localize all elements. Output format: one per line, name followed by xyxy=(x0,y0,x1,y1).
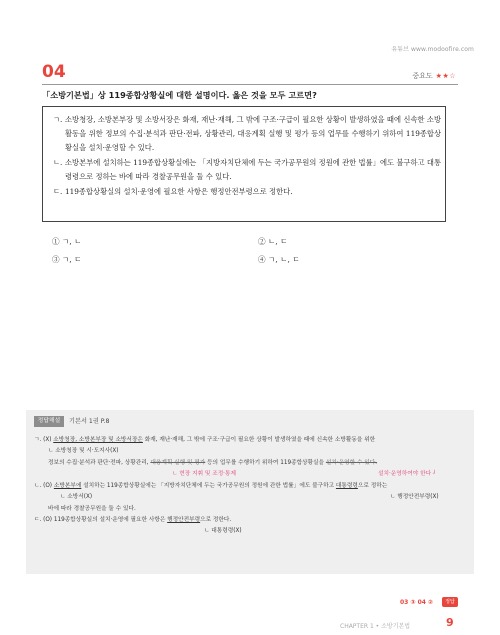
struck-text: 설치·운영할 수 있다. xyxy=(325,460,378,466)
underlined-text: 소방본부에 xyxy=(53,483,82,489)
struck-text: 대응계획 실행 및 평가 xyxy=(150,460,206,466)
underlined-text: 행정안전부령 xyxy=(167,517,201,523)
explanation-text: ㄷ. (O) 119종합상황실의 설치·운영에 필요한 사항은 xyxy=(34,517,168,523)
choice-4[interactable] xyxy=(258,254,300,265)
choice-text: ㄱ, ㄷ xyxy=(62,255,82,264)
explanation-line xyxy=(48,459,377,467)
statement-item xyxy=(53,156,441,184)
explanation-text: 으로 정하는 xyxy=(357,483,388,489)
explanation-text: 정보의 수집·분석과 판단·전파, 상황관리, xyxy=(48,460,151,466)
explanation-line xyxy=(34,516,231,524)
statement-mark: ㄴ. xyxy=(53,158,63,167)
question-number: 04 xyxy=(42,62,66,82)
choice-number: ④ xyxy=(258,255,266,264)
choice-number: ① xyxy=(52,237,60,246)
answer-key: 03 ③ 04 ② xyxy=(400,599,434,606)
statement-item xyxy=(53,113,441,156)
explanation-text: 등의 업무를 수행하기 위하여 119종합상황실을 xyxy=(205,460,326,466)
answer-tag: 정답 xyxy=(442,597,458,607)
header-divider xyxy=(42,84,458,85)
explanation-note: ㄴ 소방서(X) xyxy=(60,494,93,500)
statement-mark: ㄷ. xyxy=(53,187,63,196)
page-number: 9 xyxy=(446,616,454,629)
correction-note: 설치·운영하여야 한다 ┘ xyxy=(378,471,437,477)
statement-text: 소방본부에 설치하는 119종합상황실에는 「지방자치단체에 두는 국가공무원의 정원에 관한 법률」에도 불구하고 대통령령으로 정하는 바에 따라 경찰공무원을 둘 수 있다. xyxy=(65,158,441,182)
underlined-text: 대통령령 xyxy=(335,483,358,489)
statement-box xyxy=(42,106,446,222)
statement-text: 소방청장, 소방본부장 및 소방서장은 화재, 재난·재해, 그 밖에 구조·구급이 필요한 상황이 발생하였을 때에 신속한 소방활동을 위한 정보의 수집·분석과 판단·전파, 상황관리, 대응계획 실행 및 평가 등의 업무를 수행하기 위하여 119종합상황실을 설치·운영할 수 있다. xyxy=(65,115,441,153)
explanation-line xyxy=(34,482,387,490)
explanation-text: 설치하는 119종합상황실에는 「지방자치단체에 두는 국가공무원의 정원에 관한 법률」에도 불구하고 xyxy=(81,483,336,489)
choice-number: ② xyxy=(258,237,266,246)
star-rating-icon: ★★☆ xyxy=(435,72,456,80)
explanation-note: ㄴ 대통령령(X) xyxy=(204,528,242,534)
explanation-text: 으로 정한다. xyxy=(200,517,232,523)
explanation-panel xyxy=(26,410,474,574)
statement-mark: ㄱ. xyxy=(53,115,63,124)
choice-text: ㄴ, ㄷ xyxy=(268,237,288,246)
chapter-footer: CHAPTER 1 • 소방기본법 xyxy=(340,623,411,630)
explanation-line: 바에 따라 경찰공무원을 둘 수 있다. xyxy=(48,506,136,512)
explanation-tag: 정답해설 xyxy=(34,416,64,427)
site-watermark: 유튜브 www.modoofire.com xyxy=(391,46,474,53)
choice-2[interactable] xyxy=(258,236,288,247)
choice-text: ㄱ, ㄴ xyxy=(62,237,82,246)
statement-item xyxy=(53,185,441,199)
importance-label: 중요도 xyxy=(412,72,433,80)
explanation-line xyxy=(34,436,375,444)
explanation-text: 화재, 재난·재해, 그 밖에 구조·구급이 필요한 상황이 발생하였을 때에 신속한 소방활동을 위한 xyxy=(142,437,376,443)
underlined-text: 소방청장, 소방본부장 및 소방서장은 xyxy=(53,437,143,443)
choice-text: ㄱ, ㄴ, ㄷ xyxy=(268,255,300,264)
statement-text: 119종합상황실의 설치·운영에 필요한 사항은 행정안전부령으로 정한다. xyxy=(65,187,293,196)
question-stem: 「소방기본법」상 119종합상황실에 대한 설명이다. 옳은 것을 모두 고르면? xyxy=(42,90,317,100)
correction-note: ㄴ 현장 지휘 및 조정·통제 xyxy=(172,471,236,477)
choice-1[interactable] xyxy=(52,236,82,247)
choice-number: ③ xyxy=(52,255,60,264)
textbook-reference: 기본서 1권 P.8 xyxy=(69,418,110,425)
explanation-note: ㄴ 행정안전부령(X) xyxy=(390,494,439,500)
importance-rating xyxy=(412,71,456,81)
explanation-note: ㄴ 소방청장 및 시·도지사(X) xyxy=(48,448,119,454)
explanation-text: ㄴ. (O) xyxy=(34,483,54,489)
choice-3[interactable] xyxy=(52,254,82,265)
explanation-text: ㄱ. (X) xyxy=(34,437,54,443)
